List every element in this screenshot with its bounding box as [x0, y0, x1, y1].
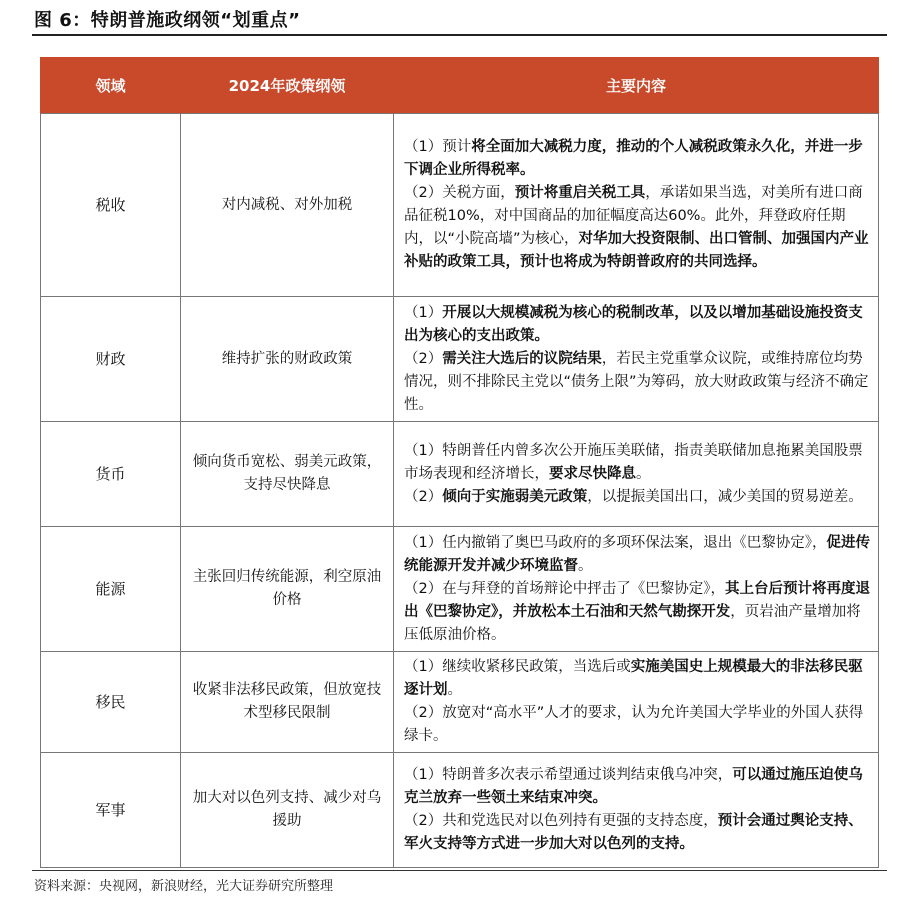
bold-text: 对华加大投资限制、出口管制、加强国内产业补贴的政策工具，预计也将成为特朗普政府的共同选择。	[404, 231, 869, 270]
table-row	[41, 753, 879, 868]
table-row	[41, 652, 879, 753]
bold-text: 要求尽快降息	[549, 465, 636, 482]
text: （2）在与拜登的首场辩论中抨击了《巴黎协定》，	[404, 580, 725, 597]
row-content	[394, 753, 879, 868]
content-paragraph	[404, 440, 870, 486]
bold-text: 预计会通过舆论支持、军火支持等方式进一步加大对以色列的支持。	[404, 813, 863, 852]
table-row	[41, 297, 879, 422]
row-content	[394, 652, 879, 753]
row-policy: 对内减税、对外加税	[181, 114, 394, 297]
bold-text: 其上台后预计将再度退出《巴黎协定》，并放松本土石油和天然气勘探开发	[404, 580, 870, 620]
row-policy: 维持扩张的财政政策	[181, 297, 394, 422]
text: 。	[447, 682, 462, 698]
text: 。	[578, 557, 593, 574]
row-domain: 能源	[41, 527, 181, 652]
table-row	[41, 527, 879, 652]
bold-text: 需关注大选后的议院结果	[442, 350, 602, 367]
row-policy: 收紧非法移民政策，但放宽技术型移民限制	[181, 652, 394, 753]
row-domain: 移民	[41, 652, 181, 753]
title-rule	[32, 34, 887, 36]
content-paragraph	[404, 136, 870, 182]
row-domain: 军事	[41, 753, 181, 868]
row-policy: 加大对以色列支持、减少对乌援助	[181, 753, 394, 868]
row-content	[394, 422, 879, 527]
policy-table	[40, 57, 879, 868]
row-content	[394, 114, 879, 297]
text: ，页岩油产量增加将压低原油价格。	[404, 603, 861, 643]
text: 。	[636, 465, 651, 482]
bold-text: 促进传统能源开发并减少环境监督	[404, 534, 870, 574]
table-row	[41, 114, 879, 297]
row-content	[394, 527, 879, 652]
header-domain: 领域	[41, 57, 181, 114]
row-domain: 税收	[41, 114, 181, 297]
text: ，若民主党重掌众议院，或维持席位均势情况，则不排除民主党以“债务上限”为筹码，放大财政政策与经济不确定性。	[404, 350, 869, 413]
content-paragraph	[404, 182, 870, 274]
content-paragraph	[404, 578, 870, 647]
content-paragraph	[404, 486, 870, 509]
source-rule	[32, 870, 887, 871]
text: （1）	[404, 304, 443, 321]
row-policy: 倾向货币宽松、弱美元政策，支持尽快降息	[181, 422, 394, 527]
row-domain: 财政	[41, 297, 181, 422]
source-note: 资料来源：央视网，新浪财经，光大证券研究所整理	[34, 879, 334, 894]
bold-text: 将全面加大减税力度，推动的个人减税政策永久化，并进一步下调企业所得税率。	[404, 139, 863, 178]
content-paragraph	[404, 348, 870, 417]
content-paragraph	[404, 532, 870, 578]
content-paragraph	[404, 810, 870, 856]
bold-text: 预计将重启关税工具	[514, 185, 646, 201]
text: （2）	[404, 488, 443, 505]
content-paragraph	[404, 764, 870, 810]
row-content	[394, 297, 879, 422]
table-header-row	[41, 57, 879, 114]
row-domain: 货币	[41, 422, 181, 527]
text: （2）	[404, 350, 443, 367]
text: （2）放宽对“高水平”人才的要求，认为允许美国大学毕业的外国人获得绿卡。	[404, 705, 864, 744]
content-paragraph	[404, 656, 870, 702]
text: （1）任内撤销了奥巴马政府的多项环保法案，退出《巴黎协定》，	[404, 534, 827, 551]
bold-text: 可以通过施压迫使乌克兰放弃一些领土来结束冲突。	[404, 767, 863, 806]
header-content: 主要内容	[394, 57, 879, 114]
text: （1）特朗普多次表示希望通过谈判结束俄乌冲突，	[404, 767, 733, 783]
bold-text: 倾向于实施弱美元政策	[442, 488, 588, 505]
content-paragraph	[404, 302, 870, 348]
row-policy: 主张回归传统能源，利空原油价格	[181, 527, 394, 652]
text: （2）共和党选民对以色列持有更强的支持态度，	[404, 813, 718, 829]
text: （1）特朗普任内曾多次公开施压美联储，指责美联储加息拖累美国股票市场表现和经济增长，	[404, 442, 863, 482]
table-row	[41, 422, 879, 527]
text: ，以提振美国出口，减少美国的贸易逆差。	[587, 488, 863, 505]
bold-text: 实施美国史上规模最大的非法移民驱逐计划	[404, 659, 863, 698]
bold-text: 开展以大规模减税为核心的税制改革，以及以增加基础设施投资支出为核心的支出政策。	[404, 304, 863, 344]
content-paragraph	[404, 702, 870, 748]
header-policy: 2024年政策纲领	[181, 57, 394, 114]
table-body	[41, 114, 879, 868]
text: （1）继续收紧移民政策，当选后或	[404, 659, 631, 675]
figure-title: 图 6：特朗普施政纲领“划重点”	[34, 10, 301, 31]
text: ，承诺如果当选，对美所有进口商品征税10%，对中国商品的加征幅度高达60%。此外，拜登政府任期内，以“小院高墙”为核心，	[404, 185, 863, 247]
text: （2）关税方面，	[404, 185, 515, 201]
text: （1）预计	[404, 139, 472, 155]
